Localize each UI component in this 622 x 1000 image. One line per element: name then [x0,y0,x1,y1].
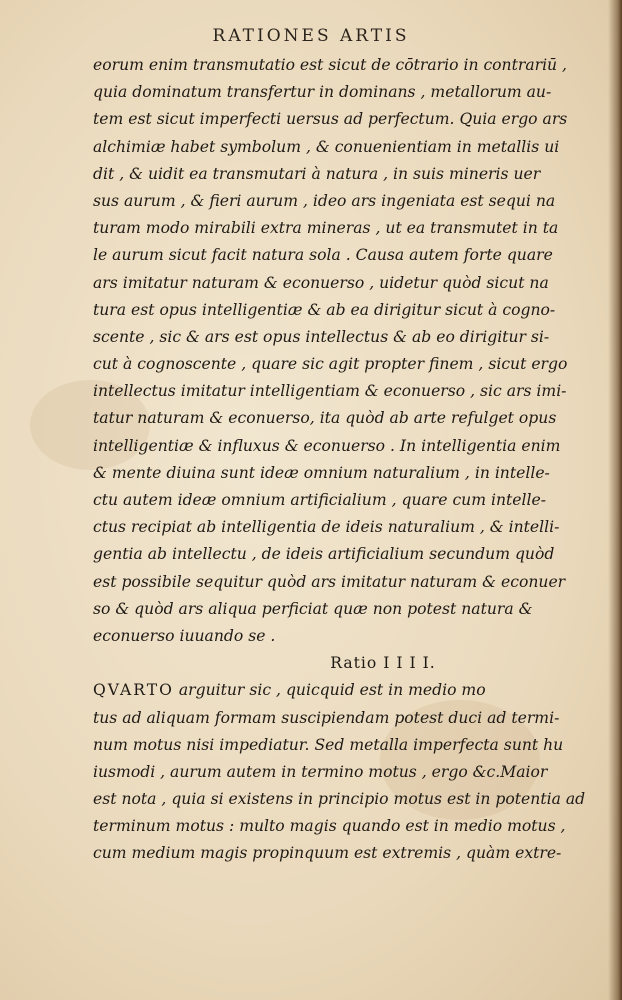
text-line: scente , sic & ars est opus intellectus & ab eo dirigitur si- [93,327,550,346]
text-line: tura est opus intelligentiæ & ab ea dirigitur sicut à cogno- [93,300,556,319]
running-header: RATIONES ARTIS [212,26,410,46]
text-line: tatur naturam & econuerso, ita quòd ab arte refulget opus [93,409,557,428]
section-first-line-rest: arguitur sic , quicquid est in medio mo [173,681,486,700]
text-line: turam modo mirabili extra mineras , ut ea transmutet in ta [93,219,559,238]
text-line: econuerso iuuando se . [93,626,276,645]
text-line: le aurum sicut facit natura sola . Causa autem forte quare [93,246,553,265]
text-line: cum medium magis propinquum est extremis , quàm extre- [93,844,562,863]
text-line: dit , & uidit ea transmutari à natura , in suis mineris uer [93,164,541,183]
text-line: num motus nisi impediatur. Sed metalla imperfecta sunt hu [93,735,564,754]
text-line: ctu autem ideæ omnium artificialium , quare cum intelle- [93,491,546,509]
text-line: quia dominatum transfertur in dominans , metallorum au- [93,83,552,102]
section-rubric: Ratio I I I I. [330,654,436,673]
text-line: iusmodi , aurum autem in termino motus , ergo &c.Maior [93,762,548,781]
text-line: tem est sicut imperfecti uersus ad perfectum. Quia ergo ars [93,110,568,129]
text-line: intelligentiæ & influxus & econuerso . In intelligentia enim [93,436,561,455]
text-line: intellectus imitatur intelligentiam & econuerso , sic ars imi- [93,382,567,401]
text-line: cut à cognoscente , quare sic agit propter finem , sicut ergo [93,355,568,374]
text-line: sus aurum , & fieri aurum , ideo ars ingeniata est sequi na [93,191,556,210]
section-first-line [93,677,593,704]
text-line: est nota , quia si existens in principio motus est in potentia ad [93,790,586,809]
text-line: terminum motus : multo magis quando est in medio motus , [93,817,566,836]
page-gutter-shadow [608,0,622,1000]
text-line: alchimiæ habet symbolum , & conuenientiam in metallis ui [93,137,560,156]
text-line: est possibile sequitur quòd ars imitatur naturam & econuer [93,572,566,591]
text-line: gentia ab intellectu , de ideis artificialium secundum quòd [93,545,555,564]
text-line: ars imitatur naturam & econuerso , uidetur quòd sicut na [93,273,549,292]
text-line: so & quòd ars aliqua perficiat quæ non potest natura & [93,599,533,618]
text-line: eorum enim transmutatio est sicut de cōtrario in contrariū , [93,56,568,74]
text-line: ctus recipiat ab intelligentia de ideis naturalium , & intelli- [93,518,560,537]
text-line: & mente diuina sunt ideæ omnium naturalium , in intelle- [93,463,550,482]
section-initial-word: QVARTO [93,681,174,700]
body-text [93,52,593,868]
text-line: tus ad aliquam formam suscipiendam potest duci ad termi- [93,708,560,727]
